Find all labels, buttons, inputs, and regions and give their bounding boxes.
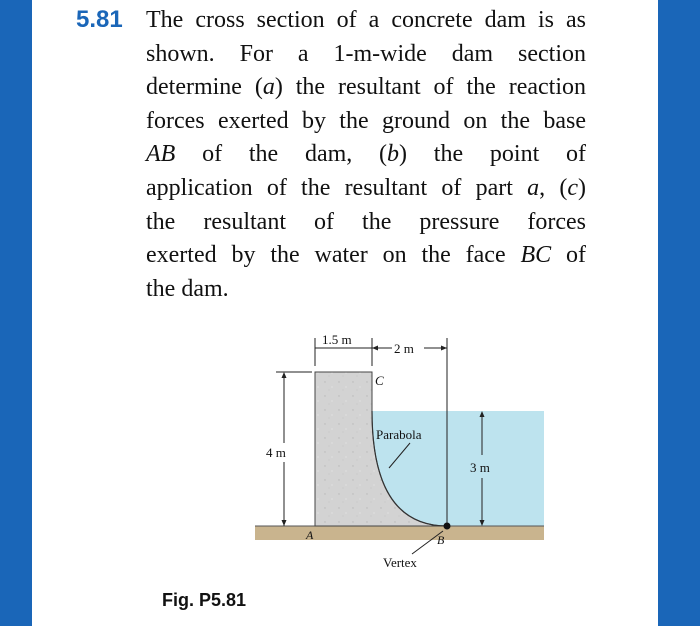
statement-text: of	[551, 242, 586, 269]
statement-text: determine (	[146, 74, 263, 101]
statement-text: , (	[539, 174, 568, 201]
dim-label-4m: 4 m	[266, 445, 286, 460]
statement-text: ) the point of	[399, 141, 587, 168]
dim-label-3m: 3 m	[470, 460, 490, 475]
label-c: C	[375, 373, 384, 388]
statement-italic-text: a	[527, 174, 540, 201]
label-b: B	[437, 533, 445, 547]
dim-label-1-5m: 1.5 m	[322, 332, 352, 347]
label-a: A	[306, 528, 314, 542]
dim-label-2m: 2 m	[394, 341, 414, 356]
statement-text: the resultant of the pressure forces	[146, 208, 586, 235]
statement-text: exerted by the water on the face	[146, 242, 521, 269]
ground-strip	[255, 526, 544, 540]
statement-italic-text: c	[567, 174, 578, 201]
problem-number: 5.81	[76, 6, 123, 33]
statement-italic-text: b	[387, 141, 400, 168]
statement-text: )	[578, 174, 586, 201]
statement-text: shown. For a 1-m-wide dam section	[146, 40, 586, 67]
dim-arrow-4m-bottom	[282, 520, 287, 526]
statement-text: forces exerted by the ground on the base	[146, 107, 586, 134]
statement-text: ) the resultant of the reaction	[274, 74, 586, 101]
statement-italic-text: a	[262, 74, 275, 101]
label-parabola: Parabola	[376, 427, 422, 442]
statement-text: The cross section of a concrete dam is as	[146, 7, 586, 33]
dim-arrow-2m-right	[441, 346, 447, 351]
label-vertex: Vertex	[383, 555, 417, 570]
statement-text: the dam.	[146, 275, 229, 302]
figure-caption: Fig. P5.81	[162, 590, 247, 610]
point-b-vertex	[444, 523, 451, 530]
dim-arrow-2m-left	[372, 346, 378, 351]
dim-arrow-4m-top	[282, 372, 287, 378]
statement-text: of the dam, (	[175, 141, 388, 168]
statement-text: application of the resultant of part	[146, 174, 528, 201]
statement-italic-text: BC	[520, 242, 552, 269]
statement-italic-text: AB	[146, 141, 176, 168]
